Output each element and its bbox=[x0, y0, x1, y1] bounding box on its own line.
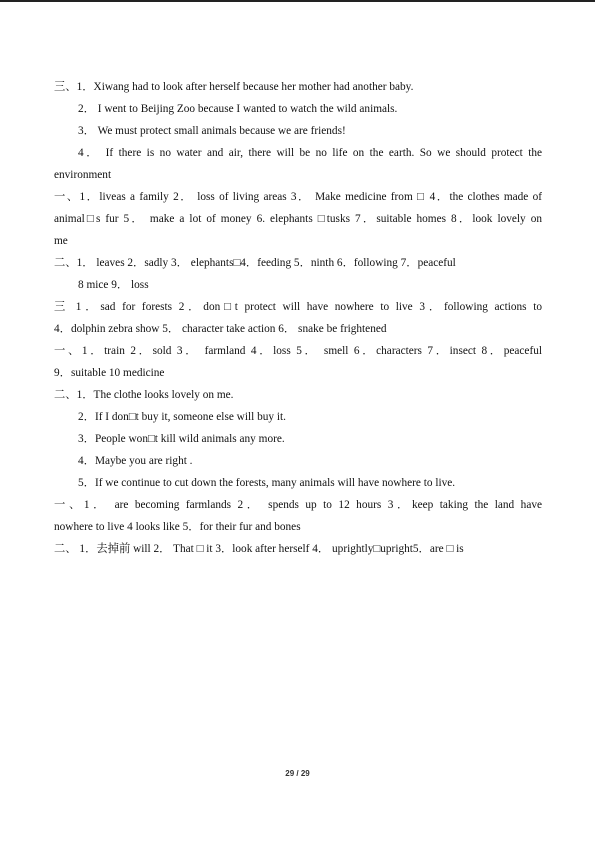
text-line: 二、1．The clothe looks lovely on me. bbox=[54, 389, 234, 401]
page-number: 29 / 29 bbox=[285, 769, 310, 778]
text-line: 4．Maybe you are right . bbox=[78, 455, 193, 467]
text-line: 3． We must protect small animals because we are friends! bbox=[78, 125, 346, 137]
text-line: animal□s fur 5． make a lot of money 6. elephants □tusks 7．suitable homes 8．look lovely on bbox=[54, 213, 542, 225]
text-line: 一、1．liveas a family 2． loss of living areas 3． Make medicine from □ 4．the clothes made of bbox=[54, 191, 542, 203]
text-line: environment bbox=[54, 169, 112, 181]
text-line: 3．People won□t kill wild animals any more. bbox=[78, 433, 285, 445]
text-line: me bbox=[54, 235, 68, 247]
text-line: 2． I went to Beijing Zoo because I wanted to watch the wild animals. bbox=[78, 103, 398, 115]
text-line: 一、1．train 2．sold 3． farmland 4．loss 5． smell 6．characters 7．insect 8．peaceful bbox=[54, 345, 542, 357]
text-line: 一、1． are becoming farmlands 2． spends up to 12 hours 3．keep taking the land have bbox=[54, 499, 542, 511]
answer-key-body bbox=[54, 76, 542, 560]
text-line: 5．If we continue to cut down the forests, many animals will have nowhere to live. bbox=[78, 477, 456, 489]
text-line: 4．dolphin zebra show 5． character take action 6． snake be frightened bbox=[54, 323, 387, 335]
text-line: nowhere to live 4 looks like 5．for their fur and bones bbox=[54, 521, 301, 533]
header-rule bbox=[0, 0, 595, 2]
text-line: 二、 1．去掉前 will 2． That □ it 3．look after herself 4． uprightly□upright5．are □ is bbox=[54, 543, 464, 555]
text-line: 二、1． leaves 2．sadly 3． elephants□4．feeding 5．ninth 6．following 7．peaceful bbox=[54, 257, 456, 269]
text-line: 三、1．Xiwang had to look after herself because her mother had another baby. bbox=[54, 81, 414, 93]
text-line: 2．If I don□t buy it, someone else will buy it. bbox=[78, 411, 286, 423]
text-line: 9．suitable 10 medicine bbox=[54, 367, 165, 379]
text-line: 4． If there is no water and air, there will be no life on the earth. So we should protect the bbox=[78, 147, 542, 159]
text-line: 三 1．sad for forests 2．don□t protect will have nowhere to live 3．following actions to bbox=[54, 301, 542, 313]
text-line: 8 mice 9． loss bbox=[78, 279, 149, 291]
